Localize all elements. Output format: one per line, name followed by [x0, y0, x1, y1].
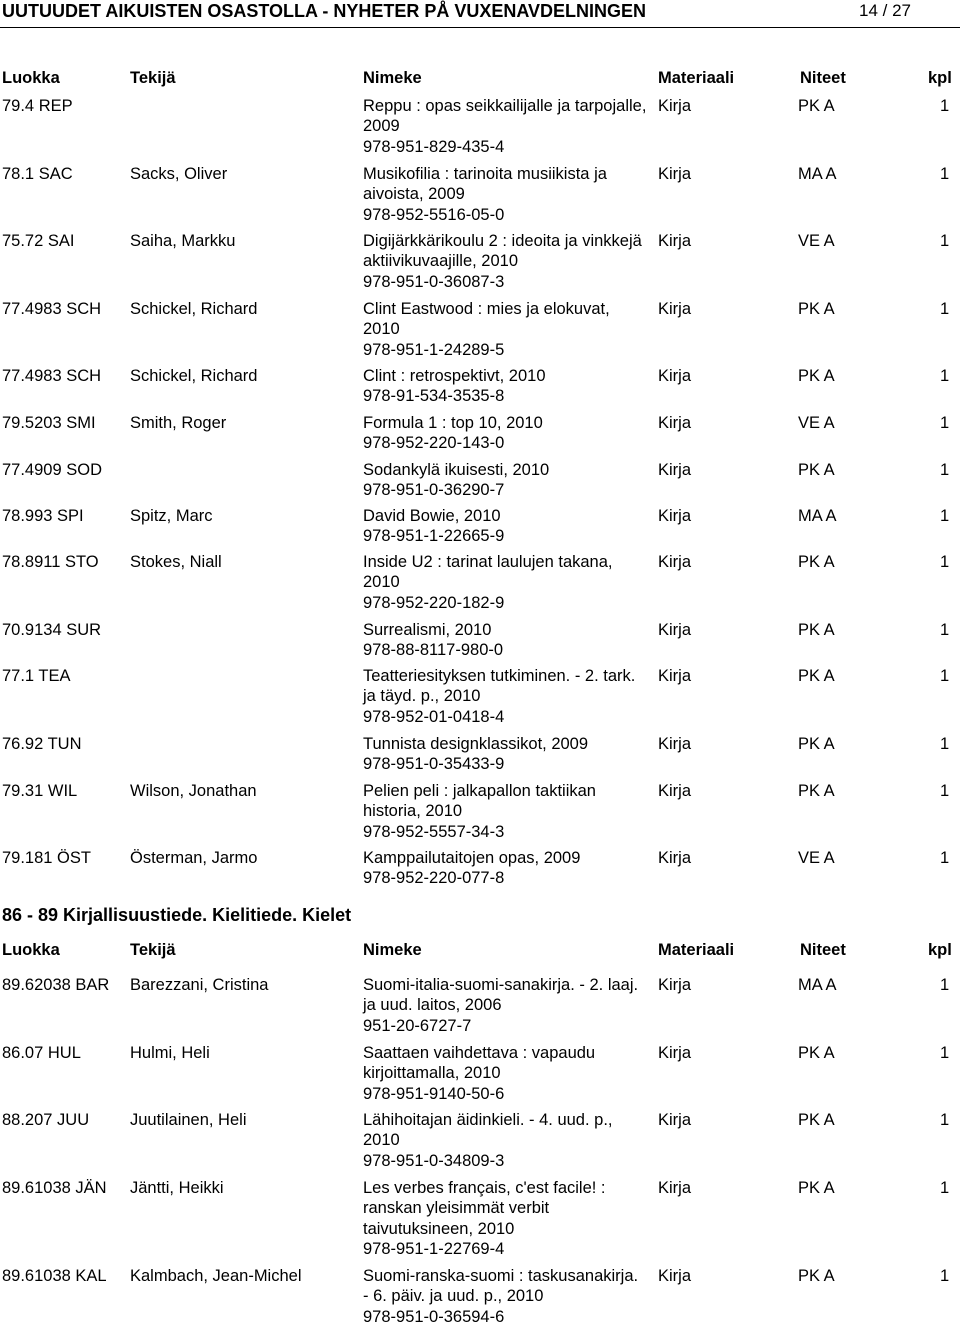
niteet-cell: PK A	[798, 1179, 835, 1197]
materiaali-cell: Kirja	[658, 507, 692, 525]
column-materiaali: Materiaali	[658, 69, 735, 87]
title-text: Clint Eastwood : mies ja elokuvat, 2010	[363, 300, 610, 339]
niteet-cell: PK A	[798, 621, 835, 639]
nimeke-cell	[363, 1178, 648, 1260]
nimeke-cell	[363, 552, 648, 613]
materiaali-cell: Kirja	[658, 1179, 692, 1197]
tekija-cell: Smith, Roger	[130, 414, 227, 432]
title-text: Pelien peli : jalkapallon taktiikan historia, 2010	[363, 782, 596, 821]
materiaali-cell: Kirja	[658, 667, 692, 685]
kpl-cell: 1	[940, 414, 950, 432]
materiaali-cell: Kirja	[658, 1044, 692, 1062]
kpl-cell: 1	[940, 553, 950, 571]
isbn-text: 978-951-0-36087-3	[363, 272, 505, 291]
page-number: 14 / 27	[859, 1, 911, 20]
materiaali-cell: Kirja	[658, 300, 692, 318]
title-text: Formula 1 : top 10, 2010	[363, 414, 543, 432]
luokka-cell: 77.4909 SOD	[2, 461, 102, 479]
niteet-cell: VE A	[798, 414, 835, 432]
title-text: Digijärkkärikoulu 2 : ideoita ja vinkkejä aktiivikuvaajille, 2010	[363, 232, 642, 271]
isbn-text: 978-951-829-435-4	[363, 137, 505, 156]
kpl-cell: 1	[940, 232, 950, 250]
materiaali-cell: Kirja	[658, 414, 692, 432]
niteet-cell: PK A	[798, 461, 835, 479]
niteet-cell: PK A	[798, 1111, 835, 1129]
materiaali-cell: Kirja	[658, 1267, 692, 1285]
column-kpl: kpl	[928, 941, 952, 959]
kpl-cell: 1	[940, 1267, 950, 1285]
page-title: UUTUUDET AIKUISTEN OSASTOLLA - NYHETER PÅ VUXENAVDELNINGEN	[2, 1, 647, 21]
luokka-cell: 76.92 TUN	[2, 735, 82, 753]
nimeke-cell	[363, 848, 648, 889]
kpl-cell: 1	[940, 97, 950, 115]
kpl-cell: 1	[940, 1111, 950, 1129]
kpl-cell: 1	[940, 667, 950, 685]
column-header-row	[0, 69, 960, 91]
nimeke-cell	[363, 1043, 648, 1104]
nimeke-cell	[363, 413, 648, 454]
niteet-cell: VE A	[798, 232, 835, 250]
kpl-cell: 1	[940, 165, 950, 183]
nimeke-cell	[363, 1266, 648, 1327]
luokka-cell: 77.4983 SCH	[2, 367, 102, 385]
materiaali-cell: Kirja	[658, 367, 692, 385]
niteet-cell: PK A	[798, 300, 835, 318]
column-niteet: Niteet	[800, 941, 846, 959]
kpl-cell: 1	[940, 782, 950, 800]
niteet-cell: PK A	[798, 367, 835, 385]
tekija-cell: Jäntti, Heikki	[130, 1179, 224, 1197]
nimeke-cell	[363, 231, 648, 292]
tekija-cell: Kalmbach, Jean-Michel	[130, 1267, 302, 1285]
column-luokka: Luokka	[2, 69, 60, 87]
materiaali-cell: Kirja	[658, 553, 692, 571]
kpl-cell: 1	[940, 367, 950, 385]
kpl-cell: 1	[940, 507, 950, 525]
materiaali-cell: Kirja	[658, 782, 692, 800]
tekija-cell: Schickel, Richard	[130, 300, 258, 318]
kpl-cell: 1	[940, 621, 950, 639]
isbn-text: 978-951-0-34809-3	[363, 1151, 505, 1170]
isbn-text: 978-951-0-35433-9	[363, 755, 505, 774]
materiaali-cell: Kirja	[658, 976, 692, 994]
isbn-text: 978-951-9140-50-6	[363, 1084, 505, 1103]
luokka-cell: 79.181 ÖST	[2, 849, 91, 867]
kpl-cell: 1	[940, 735, 950, 753]
luokka-cell: 89.61038 JÄN	[2, 1179, 107, 1197]
nimeke-cell	[363, 460, 648, 501]
nimeke-cell	[363, 666, 648, 727]
nimeke-cell	[363, 781, 648, 842]
tekija-cell: Österman, Jarmo	[130, 849, 258, 867]
title-text: Suomi-italia-suomi-sanakirja. - 2. laaj. ja uud. laitos, 2006	[363, 976, 639, 1015]
column-tekija: Tekijä	[130, 941, 176, 959]
title-text: Les verbes français, c'est facile! : ranskan yleisimmät verbit taivutuksineen, 2010	[363, 1179, 606, 1238]
column-luokka: Luokka	[2, 941, 60, 959]
title-text: Reppu : opas seikkailijalle ja tarpojalle, 2009	[363, 97, 647, 136]
luokka-cell: 75.72 SAI	[2, 232, 75, 250]
tekija-cell: Wilson, Jonathan	[130, 782, 257, 800]
title-text: Surrealismi, 2010	[363, 621, 492, 639]
title-text: Musikofilia : tarinoita musiikista ja aivoista, 2009	[363, 165, 607, 204]
materiaali-cell: Kirja	[658, 849, 692, 867]
column-tekija: Tekijä	[130, 69, 176, 87]
luokka-cell: 77.4983 SCH	[2, 300, 102, 318]
niteet-cell: PK A	[798, 735, 835, 753]
header-rule	[0, 27, 960, 28]
isbn-text: 978-952-220-182-9	[363, 593, 505, 612]
luokka-cell: 77.1 TEA	[2, 667, 71, 685]
isbn-text: 978-88-8117-980-0	[363, 641, 504, 660]
kpl-cell: 1	[940, 976, 950, 994]
luokka-cell: 70.9134 SUR	[2, 621, 102, 639]
isbn-text: 978-952-220-077-8	[363, 869, 505, 888]
tekija-cell: Sacks, Oliver	[130, 165, 228, 183]
isbn-text: 978-952-220-143-0	[363, 434, 505, 453]
kpl-cell: 1	[940, 1179, 950, 1197]
luokka-cell: 79.31 WIL	[2, 782, 78, 800]
title-text: Sodankylä ikuisesti, 2010	[363, 461, 550, 479]
niteet-cell: MA A	[798, 507, 837, 525]
luokka-cell: 78.8911 STO	[2, 553, 99, 571]
column-header-row	[0, 941, 960, 963]
page-header	[0, 0, 960, 30]
niteet-cell: PK A	[798, 667, 835, 685]
title-text: Saattaen vaihdettava : vapaudu kirjoittamalla, 2010	[363, 1044, 596, 1083]
luokka-cell: 78.1 SAC	[2, 165, 73, 183]
niteet-cell: PK A	[798, 782, 835, 800]
materiaali-cell: Kirja	[658, 1111, 692, 1129]
title-text: Clint : retrospektivt, 2010	[363, 367, 546, 385]
luokka-cell: 79.4 REP	[2, 97, 73, 115]
column-niteet: Niteet	[800, 69, 846, 87]
title-text: Suomi-ranska-suomi : taskusanakirja. - 6. päiv. ja uud. p., 2010	[363, 1267, 639, 1306]
isbn-text: 978-91-534-3535-8	[363, 387, 505, 406]
nimeke-cell	[363, 975, 648, 1036]
kpl-cell: 1	[940, 461, 950, 479]
luokka-cell: 89.61038 KAL	[2, 1267, 107, 1285]
title-text: Kamppailutaitojen opas, 2009	[363, 849, 581, 867]
tekija-cell: Juutilainen, Heli	[130, 1111, 247, 1129]
nimeke-cell	[363, 96, 648, 157]
kpl-cell: 1	[940, 849, 950, 867]
tekija-cell: Spitz, Marc	[130, 507, 213, 525]
luokka-cell: 88.207 JUU	[2, 1111, 90, 1129]
niteet-cell: PK A	[798, 553, 835, 571]
nimeke-cell	[363, 506, 648, 547]
niteet-cell: MA A	[798, 165, 837, 183]
kpl-cell: 1	[940, 1044, 950, 1062]
kpl-cell: 1	[940, 300, 950, 318]
nimeke-cell	[363, 164, 648, 225]
niteet-cell: PK A	[798, 97, 835, 115]
isbn-text: 978-951-1-22769-4	[363, 1240, 505, 1259]
tekija-cell: Stokes, Niall	[130, 553, 222, 571]
isbn-text: 978-952-5516-05-0	[363, 205, 505, 224]
isbn-text: 951-20-6727-7	[363, 1016, 472, 1035]
isbn-text: 978-952-5557-34-3	[363, 822, 505, 841]
materiaali-cell: Kirja	[658, 621, 692, 639]
luokka-cell: 89.62038 BAR	[2, 976, 110, 994]
column-materiaali: Materiaali	[658, 941, 735, 959]
nimeke-cell	[363, 299, 648, 360]
isbn-text: 978-951-0-36290-7	[363, 481, 505, 500]
materiaali-cell: Kirja	[658, 461, 692, 479]
materiaali-cell: Kirja	[658, 735, 692, 753]
column-nimeke: Nimeke	[363, 941, 422, 959]
luokka-cell: 86.07 HUL	[2, 1044, 81, 1062]
materiaali-cell: Kirja	[658, 97, 692, 115]
luokka-cell: 79.5203 SMI	[2, 414, 96, 432]
nimeke-cell	[363, 1110, 648, 1171]
materiaali-cell: Kirja	[658, 232, 692, 250]
nimeke-cell	[363, 366, 648, 407]
luokka-cell: 78.993 SPI	[2, 507, 84, 525]
isbn-text: 978-951-1-24289-5	[363, 340, 505, 359]
niteet-cell: MA A	[798, 976, 837, 994]
title-text: Lähihoitajan äidinkieli. - 4. uud. p., 2010	[363, 1111, 613, 1150]
niteet-cell: PK A	[798, 1044, 835, 1062]
tekija-cell: Barezzani, Cristina	[130, 976, 269, 994]
tekija-cell: Hulmi, Heli	[130, 1044, 210, 1062]
nimeke-cell	[363, 620, 648, 661]
niteet-cell: PK A	[798, 1267, 835, 1285]
column-kpl: kpl	[928, 69, 952, 87]
title-text: Inside U2 : tarinat laulujen takana, 2010	[363, 553, 613, 592]
isbn-text: 978-951-0-36594-6	[363, 1307, 505, 1326]
title-text: Tunnista designklassikot, 2009	[363, 735, 589, 753]
nimeke-cell	[363, 734, 648, 775]
title-text: David Bowie, 2010	[363, 507, 501, 525]
column-nimeke: Nimeke	[363, 69, 422, 87]
tekija-cell: Schickel, Richard	[130, 367, 258, 385]
niteet-cell: VE A	[798, 849, 835, 867]
tekija-cell: Saiha, Markku	[130, 232, 236, 250]
title-text: Teatteriesityksen tutkiminen. - 2. tark. ja täyd. p., 2010	[363, 667, 636, 706]
materiaali-cell: Kirja	[658, 165, 692, 183]
section-title: 86 - 89 Kirjallisuustiede. Kielitiede. Kielet	[2, 905, 352, 925]
isbn-text: 978-952-01-0418-4	[363, 707, 505, 726]
isbn-text: 978-951-1-22665-9	[363, 527, 505, 546]
